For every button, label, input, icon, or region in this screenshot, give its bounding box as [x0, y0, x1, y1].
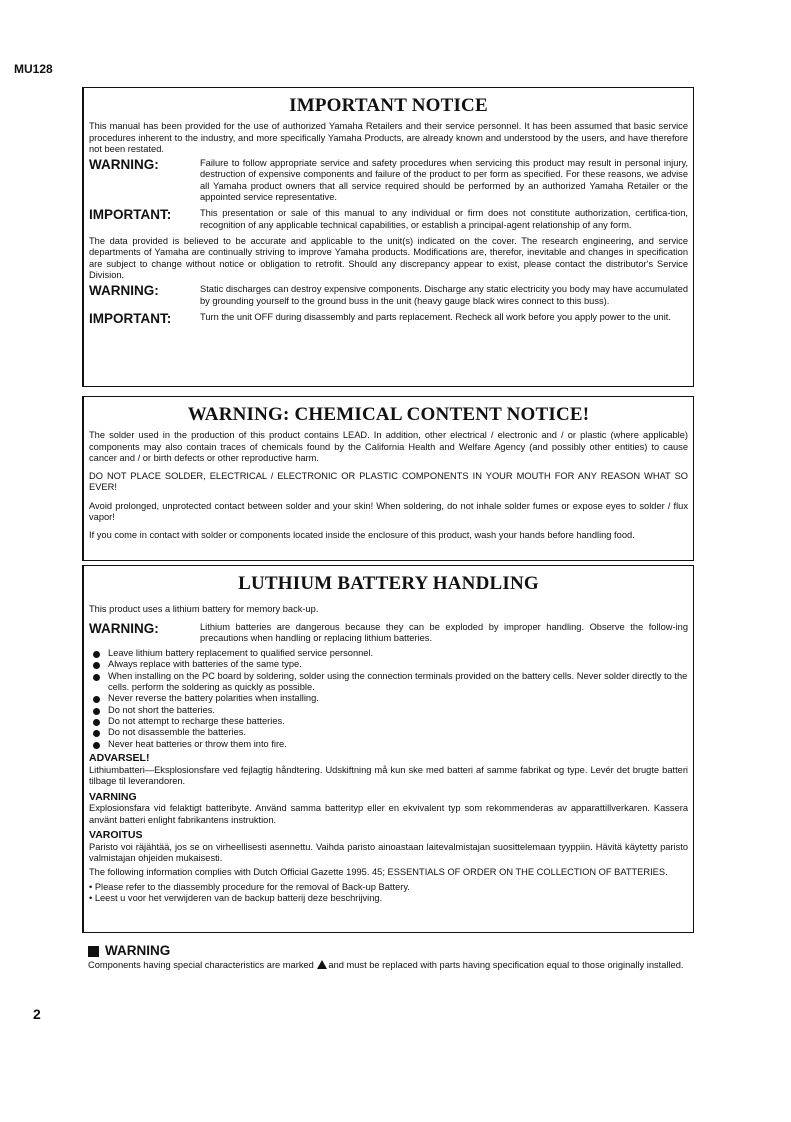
list-item: Leave lithium battery replacement to qualified service personnel.	[89, 648, 688, 659]
warning-label: WARNING:	[89, 283, 159, 299]
battery-handling-title: LUTHIUM BATTERY HANDLING	[238, 573, 539, 594]
components-warning-text-start: Components having special characteristics are marked	[88, 960, 314, 971]
chemical-paragraph: Avoid prolonged, unprotected contact between solder and your skin! When soldering, do not inhale solder fumes or expose eyes to solder / flux vapor!	[89, 500, 688, 523]
warning-triangle-icon	[317, 960, 327, 969]
components-warning-heading	[88, 943, 700, 959]
battery-intro: This product uses a lithium battery for memory back-up.	[89, 604, 319, 615]
battery-precautions-list	[89, 648, 688, 750]
list-item: Never heat batteries or throw them into fire.	[89, 739, 688, 750]
dutch-gazette-text: The following information complies with Dutch Official Gazette 1995. 45; ESSENTIALS OF ORDER ON THE COLLECTION OF BATTERIES.	[89, 867, 668, 878]
square-bullet-icon	[88, 946, 99, 957]
warning-text: Failure to follow appropriate service and safety procedures when servicing this product may result in personal injury, destruction of expensive components and failure of the product to per form as specified. For these reasons, we advise all Yamaha product owners that all service required should be performed by an authorized Yamaha Retailer or the appointed service representative.	[200, 158, 688, 203]
data-accuracy-paragraph: The data provided is believed to be accurate and applicable to the unit(s) indicated on the cover. The research engineering, and service departments of Yamaha are continually striving to improve Yamaha products. Modifications are, therefor, inevitable and changes in specification are subject to change without notice or obligation to retrofit. Should any discrepancy appear to exist, please contact the distributor's Service Division.	[89, 236, 688, 281]
battery-warning-row	[89, 622, 688, 645]
important-row-1	[89, 208, 688, 231]
warning-label: WARNING:	[89, 620, 159, 636]
warning-row-2	[89, 284, 688, 307]
varning-text: Explosionsfara vid felaktigt batteribyte. Använd samma batterityp eller en ekvivalent typ som rekommenderas av apparattillverkaren. Kassera använt batteri enlight fabrikantens instruktion.	[89, 803, 688, 825]
model-number: MU128	[14, 62, 53, 76]
chemical-paragraph: If you come in contact with solder or components located inside the enclosure of this product, wash your hands before handling food.	[89, 530, 635, 541]
list-item: Do not disassemble the batteries.	[89, 727, 688, 738]
important-label: IMPORTANT:	[89, 207, 172, 223]
warning-text: Static discharges can destroy expensive components. Discharge any static electricity you body may have accumulated by grounding yourself to the ground buss in the unit (heavy gauge black wires connect to this buss).	[200, 284, 688, 306]
important-notice-title: IMPORTANT NOTICE	[289, 95, 488, 116]
varning-heading: VARNING	[89, 790, 137, 803]
warning-row-1	[89, 158, 688, 203]
battery-handling-box	[82, 565, 694, 933]
list-item: Never reverse the battery polarities when installing.	[89, 693, 688, 704]
components-warning-text-end: and must be replaced with parts having specification equal to those originally installed.	[328, 960, 684, 971]
chemical-paragraph: DO NOT PLACE SOLDER, ELECTRICAL / ELECTRONIC OR PLASTIC COMPONENTS IN YOUR MOUTH FOR ANY REASON WHAT SO EVER!	[89, 471, 688, 493]
important-notice-box	[82, 87, 694, 387]
important-label: IMPORTANT:	[89, 311, 172, 327]
important-notice-intro: This manual has been provided for the use of authorized Yamaha Retailers and their service personnel. It has been assumed that basic service procedures inherent to the industry, and more specifically Yamaha Products, are already known and understood by the users, and have therefore not been restated.	[89, 121, 688, 154]
components-warning-text	[88, 960, 700, 971]
list-item: Do not attempt to recharge these batteries.	[89, 716, 688, 727]
important-text: This presentation or sale of this manual to any individual or firm does not constitute authorization, certifica-tion, recognition of any applicable technical capabilities, or establish a principal-agent relationship of any form.	[200, 208, 688, 230]
advarsel-text: Lithiumbatteri—Eksplosionsfare ved fejlagtig håndtering. Udskiftning må kun ske med batteri af samme fabrikat og type. Levér det brugte batteri tilbage til leverandoren.	[89, 764, 688, 787]
page-number: 2	[33, 1006, 41, 1022]
list-item: Always replace with batteries of the same type.	[89, 659, 688, 670]
components-warning-title: WARNING	[105, 943, 171, 958]
important-text: Turn the unit OFF during disassembly and parts replacement. Recheck all work before you apply power to the unit.	[200, 312, 671, 323]
warning-label: WARNING:	[89, 157, 159, 173]
list-item: Do not short the batteries.	[89, 705, 688, 716]
advarsel-heading: ADVARSEL!	[89, 752, 150, 765]
important-row-2	[89, 312, 688, 326]
varoitus-heading: VAROITUS	[89, 829, 143, 842]
chemical-notice-title: WARNING: CHEMICAL CONTENT NOTICE!	[187, 404, 590, 425]
varoitus-text: Paristo voi räjähtää, jos se on virheellisesti asennettu. Vaihda paristo ainoastaan laitevalmistajan suosittelemaan tyyppiin. Hävitä käytetty paristo valmistajan ohjeiden mukaisesti.	[89, 841, 688, 864]
backup-battery-note-en: • Please refer to the diassembly procedure for the removal of Back-up Battery.	[89, 881, 410, 892]
list-item: When installing on the PC board by soldering, solder using the connection terminals provided on the battery cells. Never solder directly to the cells. perform the soldering as quickly as possible.	[89, 671, 688, 694]
chemical-paragraph: The solder used in the production of this product contains LEAD. In addition, other electrical / electronic and / or plastic (where applicable) components may also contain traces of chemicals found by the California Health and Welfare Agency (and possibly other entities) to cause cancer and / or birth defects or other reproductive harm.	[89, 430, 688, 463]
components-warning	[88, 943, 700, 972]
chemical-notice-box	[82, 396, 694, 561]
backup-battery-note-nl: • Leest u voor het verwijderen van de backup batterij deze beschrijving.	[89, 893, 383, 904]
warning-text: Lithium batteries are dangerous because they can be exploded by improper handling. Observe the follow-ing precautions when handling or replacing lithium batteries.	[200, 621, 688, 643]
